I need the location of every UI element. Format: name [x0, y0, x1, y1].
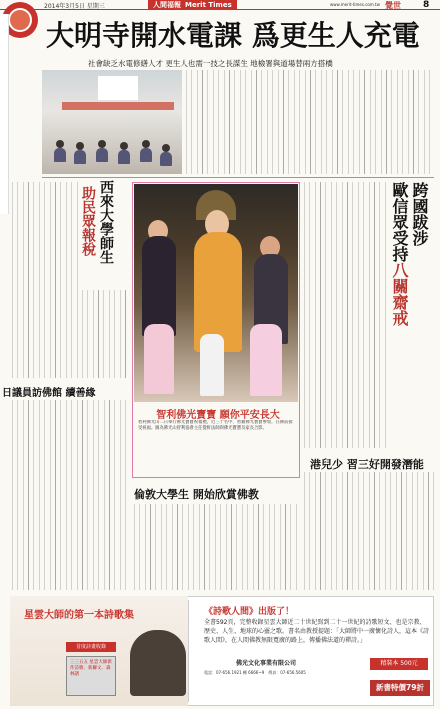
projector-screen: [98, 76, 138, 100]
side-headline-1: 跨國跋涉: [410, 182, 429, 246]
brand-en: Merit Times: [185, 1, 232, 9]
woman-figure: [142, 236, 176, 336]
bodhi-logo-inner: [8, 8, 32, 32]
left-edge-strip: [0, 14, 9, 214]
child-1: [144, 324, 174, 394]
class-photo: [42, 70, 182, 174]
publisher-contact: 電話：07-656.1921 轉 6666~9 傳真：07-656.5605: [204, 670, 306, 675]
side-story-text: [304, 182, 386, 448]
jp-story-text: [12, 400, 130, 590]
jp-headline: 日議員訪佛館 續善緣: [2, 388, 96, 399]
sale-badge[interactable]: 新書特價79折: [370, 680, 430, 696]
brand-badge[interactable]: [148, 0, 237, 10]
west-story-text-2: [82, 290, 130, 378]
section-name: 覺世: [385, 1, 401, 10]
book-ad-badge: 首度詩畫收錄: [66, 642, 116, 652]
side-headline-2-red: 八關齋戒: [390, 262, 409, 326]
west-headline-1: 西來大學師生: [98, 180, 114, 264]
publisher-name: 佛光文化事業有限公司: [236, 660, 297, 667]
main-story-text: [186, 70, 366, 174]
child-2: [200, 334, 224, 396]
london-headline: 倫敦大學生 開始欣賞佛教: [134, 488, 259, 501]
side-headline-2: [390, 182, 408, 326]
main-headline: 大明寺開水電課 爲更生人充電: [46, 19, 420, 52]
classroom-banner: [62, 102, 174, 110]
book-cover-title: 三三五五 星雲大師新作詩歌．新聯文．森林譜: [70, 660, 112, 677]
main-subhead: 社會缺乏水電修繕人才 更生人也需一技之長謀生 地檢署與道場替兩方搭橋: [88, 59, 333, 68]
west-headline-2: 助民眾報稅: [80, 186, 96, 256]
site-url[interactable]: www.merit-times.com.tw: [330, 2, 380, 7]
issue-date: 2014年3月5日 星期三: [44, 3, 105, 10]
main-story-text-right: [370, 70, 434, 174]
ad-divider: [188, 600, 189, 702]
side-headline-2-plain: 歐信眾受持: [390, 182, 409, 262]
child-3: [250, 324, 282, 396]
master-portrait: [130, 630, 186, 696]
center-caption-title: 智利佛光寶寶 願你平安長大: [156, 410, 280, 421]
center-photo: [134, 184, 298, 402]
center-caption-body: 智利佛光山二日舉行佛光寶寶祝福禮，近三十名中、智籍佛光寶寶參加，在佛前接受祝福。圖為佛光山智利協會主任覺軒法師與佛光寶寶及家長合影。: [138, 420, 293, 431]
page-number: 8: [423, 0, 430, 10]
london-story-text: [134, 504, 300, 590]
book-ad-right-title: 《詩歌人間》出版了！: [204, 607, 295, 617]
hk-story-text: [304, 472, 434, 590]
price-tag: 精裝本 500元: [370, 658, 428, 670]
hk-headline: 港兒少 習三好開發潛能: [310, 458, 424, 471]
book-ad-right-body: 全書592頁，完整收錄星雲大師近二十世紀寫到二十一世紀的詩歌短文、也是宗教、歷史、人生、地球的心靈之歌。書名由教授提題：「大師將中一廣懷化詩人，這本《詩歌人間》，在人間佛教無限寬廣的路上，傳播佛法道的禪詩。」: [204, 619, 430, 644]
section-rule: [42, 177, 434, 178]
book-ad-left-title: 星雲大師的第一本詩歌集: [24, 610, 134, 621]
west-story-text: [12, 182, 78, 378]
brand-cn: 人間福報: [153, 1, 181, 9]
